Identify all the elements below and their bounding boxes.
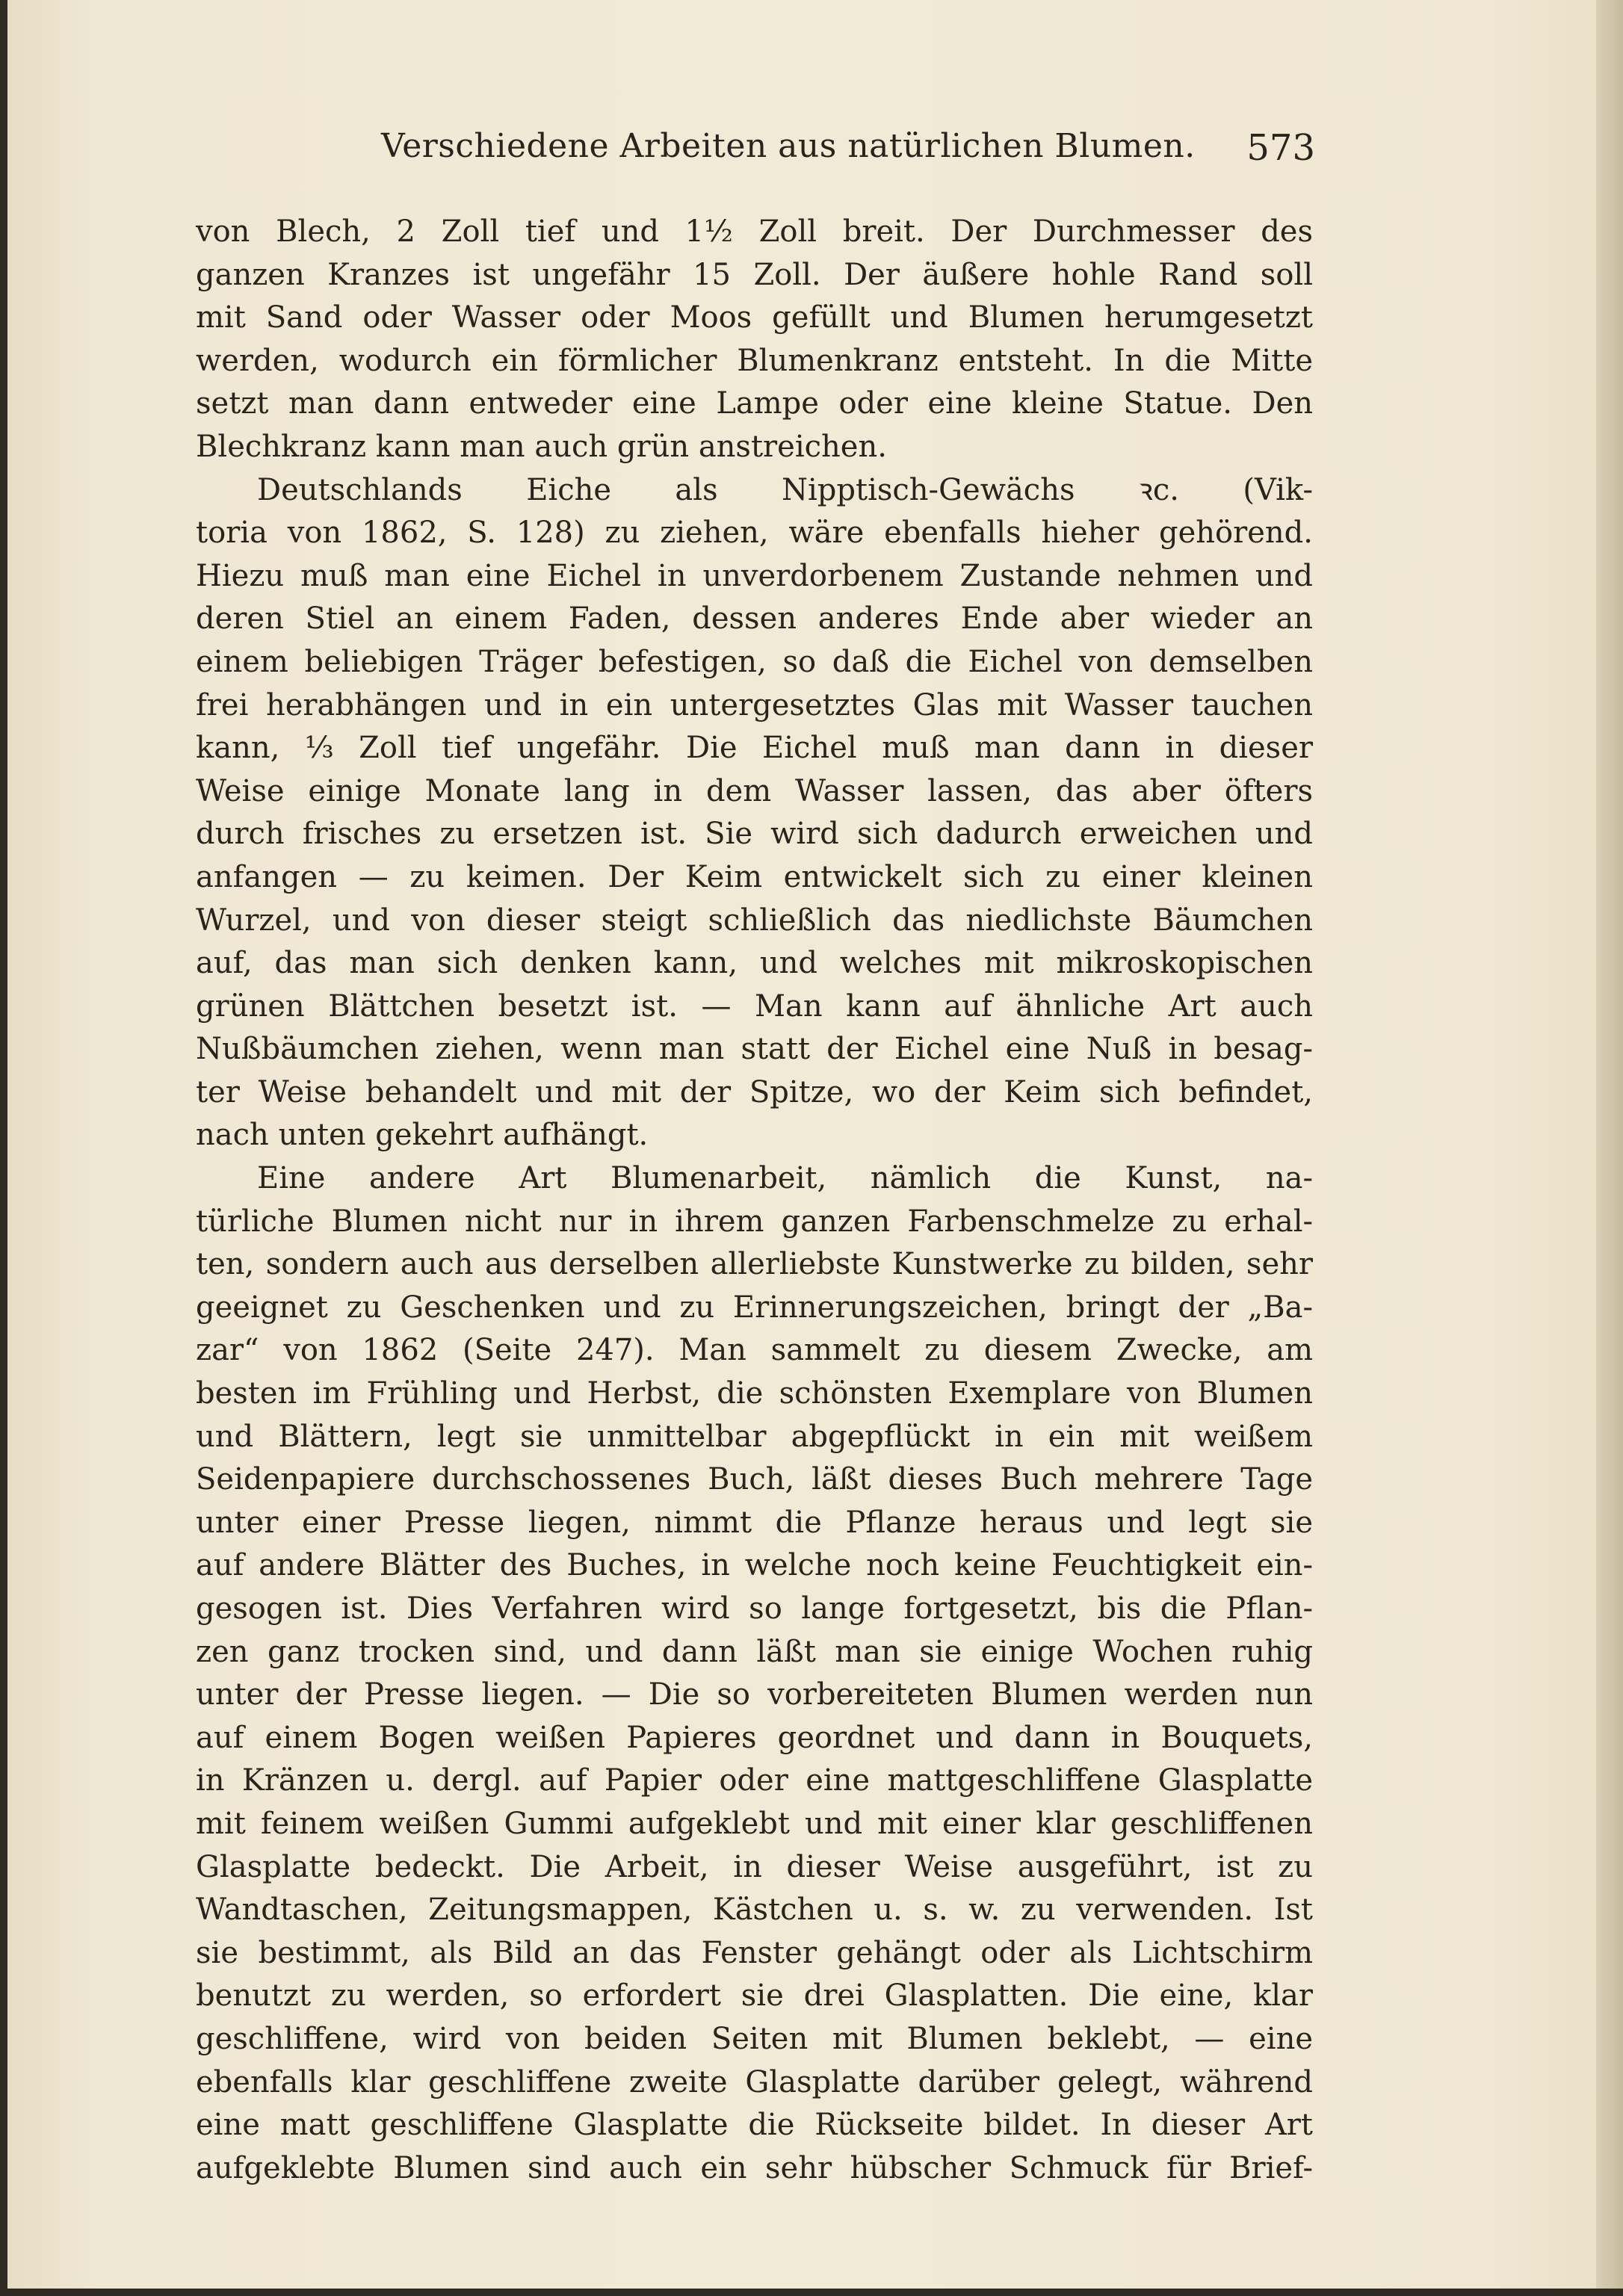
text-line: sie bestimmt, als Bild an das Fenster gehängt oder als Lichtschirm — [196, 1935, 1313, 1970]
text-line: mit feinem weißen Gummi aufgeklebt und mit einer klar geschliffenen — [196, 1806, 1313, 1841]
text-line: Eine andere Art Blumenarbeit, nämlich die Kunst, na- — [257, 1161, 1313, 1196]
text-line: setzt man dann entweder eine Lampe oder eine kleine Statue. Den — [196, 386, 1313, 421]
text-line: Wurzel, und von dieser steigt schließlich das niedlichste Bäumchen — [196, 903, 1313, 938]
text-line: ebenfalls klar geschliffene zweite Glasplatte darüber gelegt, während — [196, 2064, 1313, 2099]
text-line: werden, wodurch ein förmlicher Blumenkranz entsteht. In die Mitte — [196, 343, 1313, 378]
page-bottom-edge — [0, 2289, 1623, 2296]
text-line: aufgeklebte Blumen sind auch ein sehr hübscher Schmuck für Brief- — [196, 2150, 1313, 2185]
text-line: von Blech, 2 Zoll tief und 1½ Zoll breit. Der Durchmesser des — [196, 214, 1313, 249]
page-left-edge — [0, 0, 7, 2296]
text-line: durch frisches zu ersetzen ist. Sie wird sich dadurch erweichen und — [196, 817, 1313, 852]
text-line: zen ganz trocken sind, und dann läßt man sie einige Wochen ruhig — [196, 1634, 1313, 1669]
text-line: auf andere Blätter des Buches, in welche noch keine Feuchtigkeit ein- — [196, 1548, 1313, 1583]
text-line: Wandtaschen, Zeitungsmappen, Kästchen u. s. w. zu verwenden. Ist — [196, 1893, 1313, 1928]
page-header — [194, 127, 1315, 179]
text-line: benutzt zu werden, so erfordert sie drei Glasplatten. Die eine, klar — [196, 1978, 1313, 2014]
text-line: ten, sondern auch aus derselben allerliebste Kunstwerke zu bilden, sehr — [196, 1247, 1313, 1282]
text-line: und Blättern, legt sie unmittelbar abgepflückt in ein mit weißem — [196, 1419, 1313, 1454]
text-line: in Kränzen u. dergl. auf Papier oder eine mattgeschliffene Glasplatte — [196, 1763, 1313, 1798]
text-line: mit Sand oder Wasser oder Moos gefüllt und Blumen herumgesetzt — [196, 300, 1313, 335]
text-line: frei herabhängen und in ein untergesetztes Glas mit Wasser tauchen — [196, 687, 1313, 722]
text-line: Seidenpapiere durchschossenes Buch, läßt dieses Buch mehrere Tage — [196, 1462, 1313, 1497]
text-line: Blechkranz kann man auch grün anstreichen. — [196, 429, 887, 464]
text-line: zar“ von 1862 (Seite 247). Man sammelt zu diesem Zwecke, am — [196, 1333, 1313, 1368]
text-line: türliche Blumen nicht nur in ihrem ganzen Farbenschmelze zu erhal- — [196, 1204, 1313, 1239]
text-line: Nußbäumchen ziehen, wenn man statt der Eichel eine Nuß in besag- — [196, 1032, 1313, 1067]
text-line: deren Stiel an einem Faden, dessen anderes Ende aber wieder an — [196, 601, 1313, 637]
text-line: geeignet zu Geschenken und zu Erinnerungszeichen, bringt der „Ba- — [196, 1290, 1313, 1325]
text-line: grünen Blättchen besetzt ist. — Man kann auf ähnliche Art auch — [196, 988, 1313, 1024]
text-line: Weise einige Monate lang in dem Wasser lassen, das aber öfters — [196, 773, 1313, 808]
page-number: 573 — [1246, 127, 1315, 169]
text-line: unter einer Presse liegen, nimmt die Pflanze heraus und legt sie — [196, 1505, 1313, 1540]
text-line: toria von 1862, S. 128) zu ziehen, wäre ebenfalls hieher gehörend. — [196, 516, 1313, 551]
text-line: gesogen ist. Dies Verfahren wird so lange fortgesetzt, bis die Pflan- — [196, 1591, 1313, 1626]
text-line: besten im Frühling und Herbst, die schönsten Exemplare von Blumen — [196, 1376, 1313, 1411]
text-line: ganzen Kranzes ist ungefähr 15 Zoll. Der äußere hohle Rand soll — [196, 257, 1313, 292]
body-text — [196, 211, 1313, 2190]
text-line: Hiezu muß man eine Eichel in unverdorbenem Zustande nehmen und — [196, 558, 1313, 593]
running-title: Verschiedene Arbeiten aus natürlichen Blumen. — [381, 127, 1196, 165]
text-line: eine matt geschliffene Glasplatte die Rückseite bildet. In dieser Art — [196, 2108, 1313, 2143]
text-line: auf, das man sich denken kann, und welches mit mikroskopischen — [196, 946, 1313, 981]
text-line: nach unten gekehrt aufhängt. — [196, 1118, 649, 1153]
book-spine-shadow — [1596, 0, 1623, 2296]
text-line: einem beliebigen Träger befestigen, so daß die Eichel von demselben — [196, 644, 1313, 679]
text-line: Glasplatte bedeckt. Die Arbeit, in dieser Weise ausgeführt, ist zu — [196, 1849, 1313, 1884]
text-line: Deutschlands Eiche als Nipptisch-Gewächs ꝛc. (Vik- — [257, 472, 1313, 507]
text-line: unter der Presse liegen. — Die so vorbereiteten Blumen werden nun — [196, 1677, 1313, 1712]
text-line: auf einem Bogen weißen Papieres geordnet und dann in Bouquets, — [196, 1720, 1313, 1755]
text-line: anfangen — zu keimen. Der Keim entwickelt sich zu einer kleinen — [196, 859, 1313, 894]
text-line: geschliffene, wird von beiden Seiten mit Blumen beklebt, — eine — [196, 2021, 1313, 2056]
text-line: ter Weise behandelt und mit der Spitze, wo der Keim sich befindet, — [196, 1074, 1313, 1110]
text-line: kann, ⅓ Zoll tief ungefähr. Die Eichel muß man dann in dieser — [196, 731, 1313, 766]
